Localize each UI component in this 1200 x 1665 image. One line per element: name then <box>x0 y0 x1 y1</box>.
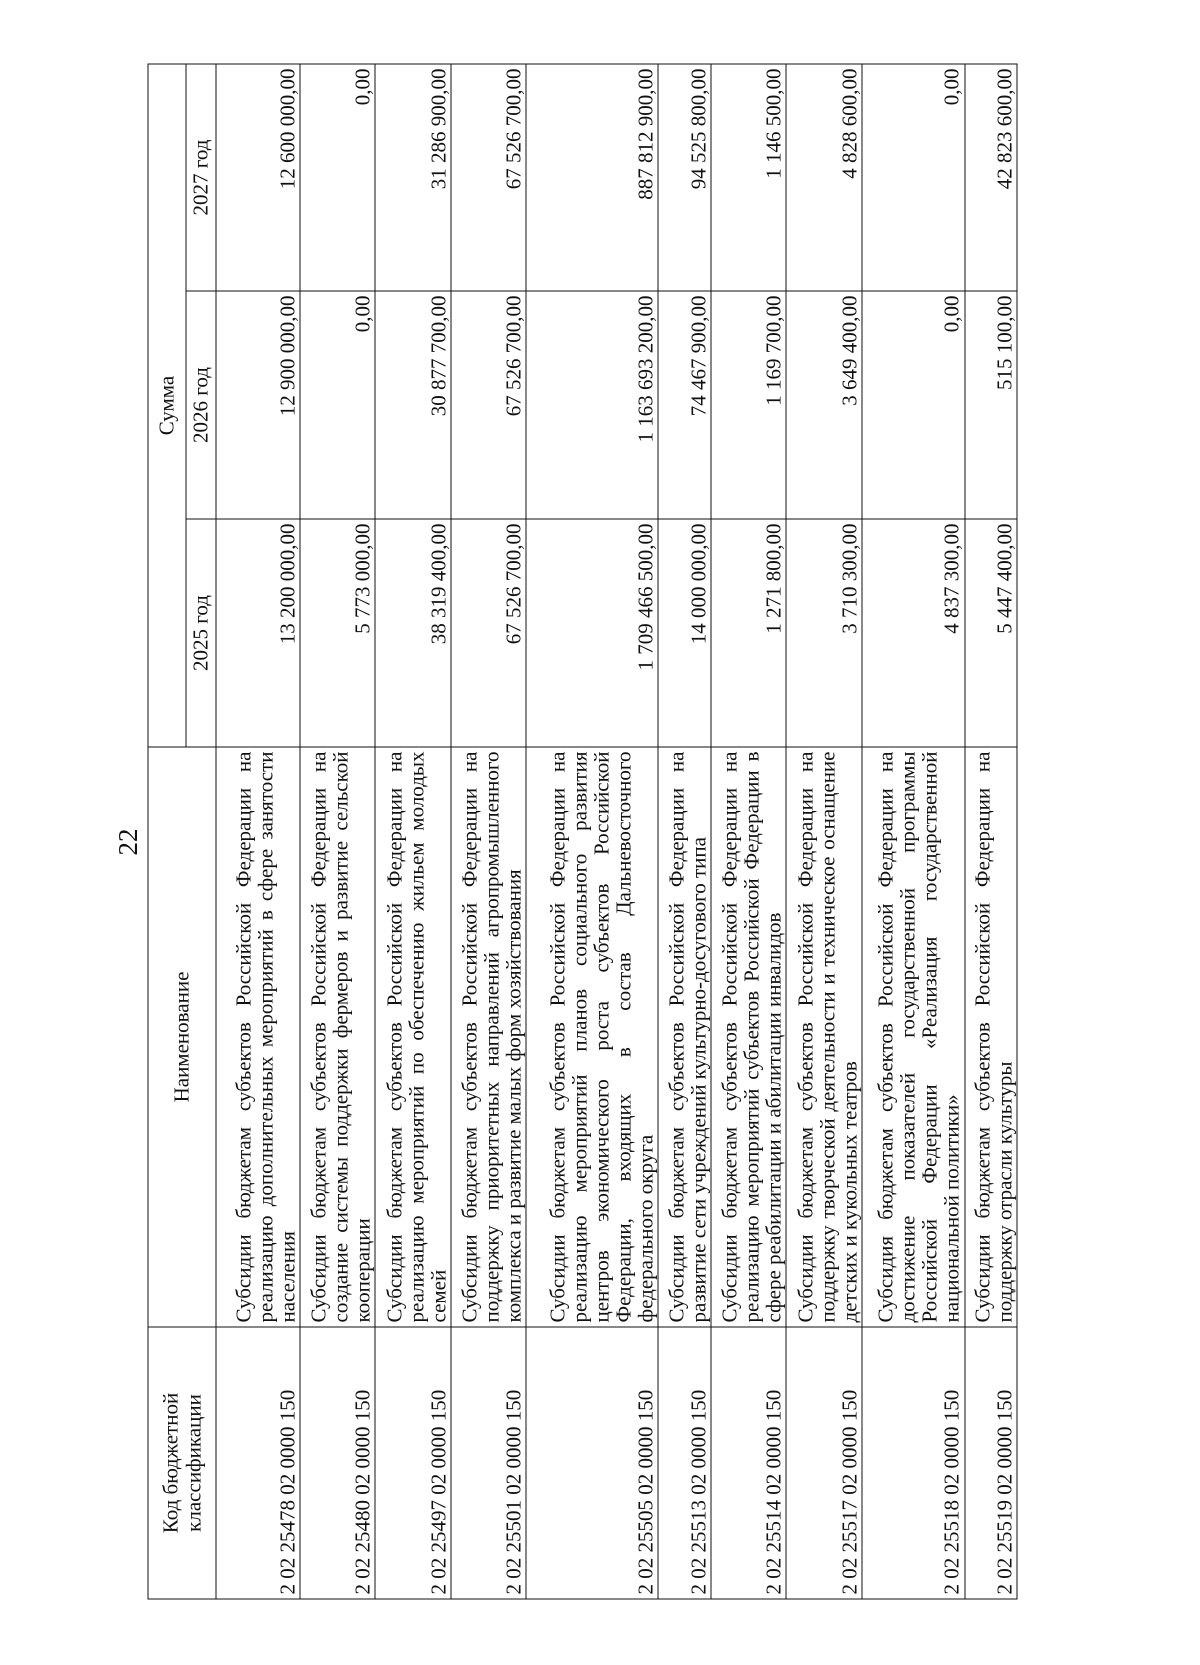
name-cell: Субсидии бюджетам субъектов Российской Федерации на реализацию дополнительных мероприятий в сфере занятости населения <box>216 747 300 1327</box>
table-row <box>216 64 300 1599</box>
code-cell: 2 02 25518 02 0000 150 <box>862 1327 965 1599</box>
sum-2027-cell: 67 526 700,00 <box>451 64 526 291</box>
sum-2027-cell: 31 286 900,00 <box>375 64 450 291</box>
name-cell: Субсидии бюджетам субъектов Российской Федерации на поддержку творческой деятельности и техническое оснащение детских и кукольных театров <box>786 747 861 1327</box>
sum-2025-cell: 5 773 000,00 <box>300 519 375 747</box>
code-cell: 2 02 25517 02 0000 150 <box>786 1327 861 1599</box>
sum-2025-cell: 38 319 400,00 <box>375 519 450 747</box>
code-cell: 2 02 25497 02 0000 150 <box>375 1327 450 1599</box>
name-cell: Субсидии бюджетам субъектов Российской Федерации на поддержку приоритетных направлений агропромышленного комплекса и развитие малых форм хозяйствования <box>451 747 526 1327</box>
code-cell: 2 02 25513 02 0000 150 <box>658 1327 710 1599</box>
code-cell: 2 02 25514 02 0000 150 <box>711 1327 786 1599</box>
sum-2025-cell: 1 709 466 500,00 <box>526 519 658 747</box>
table-row <box>965 64 1017 1599</box>
header-year-2025: 2025 год <box>186 519 216 747</box>
table-row <box>862 64 965 1599</box>
sum-2026-cell: 515 100,00 <box>965 291 1017 519</box>
sum-2026-cell: 0,00 <box>862 291 965 519</box>
sum-2026-cell: 0,00 <box>300 291 375 519</box>
name-cell: Субсидии бюджетам субъектов Российской Федерации на развитие сети учреждений культурно-досугового типа <box>658 747 710 1327</box>
sum-2026-cell: 74 467 900,00 <box>658 291 710 519</box>
sum-2025-cell: 13 200 000,00 <box>216 519 300 747</box>
budget-table <box>148 63 1018 1599</box>
name-cell: Субсидия бюджетам субъектов Российской Федерации на достижение показателей государственной программы Российской Федерации «Реализация государственной национальной политики» <box>862 747 965 1327</box>
code-cell: 2 02 25519 02 0000 150 <box>965 1327 1017 1599</box>
sum-2026-cell: 1 169 700,00 <box>711 291 786 519</box>
sum-2025-cell: 5 447 400,00 <box>965 519 1017 747</box>
header-year-2026: 2026 год <box>186 291 216 519</box>
table-row <box>375 64 450 1599</box>
sum-2026-cell: 67 526 700,00 <box>451 291 526 519</box>
sum-2025-cell: 4 837 300,00 <box>862 519 965 747</box>
sum-2027-cell: 887 812 900,00 <box>526 64 658 291</box>
table-row <box>786 64 861 1599</box>
sum-2027-cell: 12 600 000,00 <box>216 64 300 291</box>
table-row <box>526 64 658 1599</box>
sum-2025-cell: 3 710 300,00 <box>786 519 861 747</box>
code-cell: 2 02 25505 02 0000 150 <box>526 1327 658 1599</box>
code-cell: 2 02 25478 02 0000 150 <box>216 1327 300 1599</box>
table-row <box>300 64 375 1599</box>
sum-2027-cell: 0,00 <box>862 64 965 291</box>
name-cell: Субсидии бюджетам субъектов Российской Федерации на реализацию мероприятий субъектов Российской Федерации в сфере реабилитации и абилитации инвалидов <box>711 747 786 1327</box>
page-number: 22 <box>113 828 143 856</box>
sum-2025-cell: 67 526 700,00 <box>451 519 526 747</box>
name-cell: Субсидии бюджетам субъектов Российской Федерации на реализацию мероприятий по обеспечению жильем молодых семей <box>375 747 450 1327</box>
table-frame <box>148 65 1018 1600</box>
sum-2026-cell: 1 163 693 200,00 <box>526 291 658 519</box>
name-cell: Субсидии бюджетам субъектов Российской Федерации на реализацию мероприятий планов социального развития центров экономического роста субъектов Российской Федерации, входящих в состав Дальневосточного федерального округа <box>526 747 658 1327</box>
table-body <box>216 64 1017 1599</box>
sum-2027-cell: 4 828 600,00 <box>786 64 861 291</box>
code-cell: 2 02 25480 02 0000 150 <box>300 1327 375 1599</box>
sum-2025-cell: 14 000 000,00 <box>658 519 710 747</box>
sum-2027-cell: 0,00 <box>300 64 375 291</box>
sum-2026-cell: 12 900 000,00 <box>216 291 300 519</box>
name-cell: Субсидии бюджетам субъектов Российской Федерации на поддержку отрасли культуры <box>965 747 1017 1327</box>
table-row <box>658 64 710 1599</box>
sum-2026-cell: 30 877 700,00 <box>375 291 450 519</box>
code-cell: 2 02 25501 02 0000 150 <box>451 1327 526 1599</box>
sum-2027-cell: 42 823 600,00 <box>965 64 1017 291</box>
sum-2026-cell: 3 649 400,00 <box>786 291 861 519</box>
header-name: Наименование <box>148 747 216 1327</box>
header-sum: Сумма <box>148 64 186 747</box>
name-cell: Субсидии бюджетам субъектов Российской Федерации на создание системы поддержки фермеров и развитие сельской кооперации <box>300 747 375 1327</box>
sum-2025-cell: 1 271 800,00 <box>711 519 786 747</box>
table-row <box>711 64 786 1599</box>
header-code: Код бюджетной классификации <box>148 1327 216 1599</box>
sum-2027-cell: 94 525 800,00 <box>658 64 710 291</box>
sum-2027-cell: 1 146 500,00 <box>711 64 786 291</box>
table-row <box>451 64 526 1599</box>
header-year-2027: 2027 год <box>186 64 216 291</box>
